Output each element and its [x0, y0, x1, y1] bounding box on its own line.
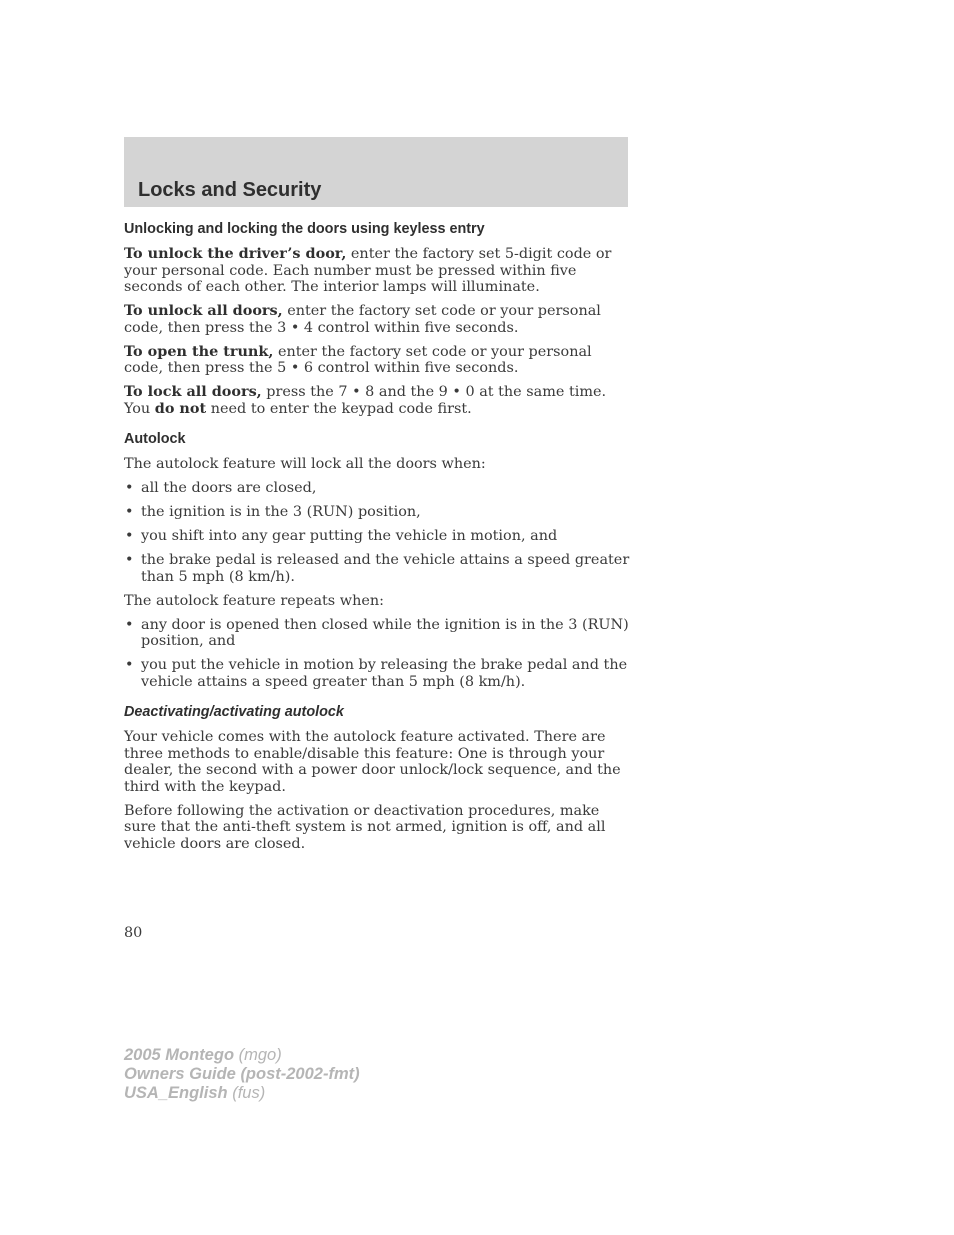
bullet-glyph: •: [125, 504, 134, 520]
footer-line-2: [124, 1065, 360, 1084]
list-item-text: the brake pedal is released and the vehicle attains a speed greater than 5 mph (8 km/h).: [141, 552, 630, 585]
list-item-text: any door is opened then closed while the ignition is in the 3 (RUN) position, and: [141, 616, 629, 649]
open-trunk-text: enter the factory set code or your personal code, then press the 5 • 6 control within five seconds.: [124, 343, 592, 376]
unlock-all-doors-label: To unlock all doors,: [124, 302, 283, 319]
list-item: [124, 480, 630, 497]
bullet-glyph: •: [125, 657, 134, 673]
deactivating-heading: Deactivating/activating autolock: [124, 704, 344, 720]
deactivating-paragraph-2: Before following the activation or deactivation procedures, make sure that the anti-theft system is not armed, ignition is off, and all vehicle doors are closed.: [124, 802, 606, 852]
bullet-glyph: •: [125, 616, 134, 633]
footer-model: 2005 Montego: [124, 1046, 235, 1064]
autolock-repeat-intro: The autolock feature repeats when:: [124, 592, 384, 609]
deactivating-paragraph-1: Your vehicle comes with the autolock feature activated. There are three methods to enable/disable this feature: One is through your dealer, the second with a power door unlock/lock sequence, and the third with the keypad.: [124, 729, 621, 795]
lock-all-doors-text: press the 7 • 8 and the 9 • 0 at the same time. You: [124, 384, 607, 417]
footer-guide: Owners Guide (post-2002-fmt): [124, 1065, 360, 1083]
page-number: 80: [124, 925, 143, 941]
list-item: [124, 552, 630, 585]
lock-all-doors-text-end: need to enter the keypad code first.: [206, 400, 472, 417]
footer-line-3: [124, 1084, 360, 1103]
document-footer: [124, 1046, 360, 1103]
autolock-repeat-list: [124, 617, 630, 691]
list-item: [124, 528, 630, 545]
unlock-driver-door-label: To unlock the driver’s door,: [124, 245, 347, 262]
unlock-driver-door-paragraph: [124, 246, 630, 296]
list-item-text: you shift into any gear putting the vehicle in motion, and: [141, 528, 558, 544]
list-item-text: the ignition is in the 3 (RUN) position,: [141, 504, 421, 520]
autolock-conditions-list: [124, 480, 630, 585]
list-item: [124, 657, 630, 690]
list-item: [124, 504, 630, 521]
open-trunk-label: To open the trunk,: [124, 342, 274, 360]
page-content: [124, 220, 630, 860]
open-trunk-paragraph: [124, 344, 630, 377]
bullet-glyph: •: [125, 528, 134, 544]
keyless-entry-heading: Unlocking and locking the doors using keyless entry: [124, 221, 485, 237]
bullet-glyph: •: [125, 552, 134, 568]
lock-all-doors-label: To lock all doors,: [124, 383, 262, 400]
autolock-heading: Autolock: [124, 431, 186, 447]
autolock-intro: The autolock feature will lock all the doors when:: [124, 456, 486, 472]
footer-language: USA_English: [124, 1084, 228, 1102]
unlock-driver-door-text: enter the factory set 5-digit code or your personal code. Each number must be pressed within five seconds of each other. The interior lamps will illuminate.: [124, 246, 612, 295]
section-header-band: [124, 137, 628, 207]
section-title: Locks and Security: [138, 179, 322, 201]
list-item-text: you put the vehicle in motion by releasing the brake pedal and the vehicle attains a speed greater than 5 mph (8 km/h).: [141, 657, 628, 690]
footer-line-1: [124, 1046, 360, 1065]
unlock-all-doors-paragraph: [124, 303, 630, 336]
list-item: [124, 617, 630, 650]
unlock-all-doors-text: enter the factory set code or your personal code, then press the 3 • 4 control within five seconds.: [124, 303, 601, 336]
footer-model-code: (mgo): [234, 1046, 282, 1064]
bullet-glyph: •: [125, 480, 134, 496]
list-item-text: all the doors are closed,: [141, 480, 317, 496]
footer-language-code: (fus): [227, 1084, 266, 1102]
lock-all-doors-paragraph: [124, 384, 630, 417]
do-not-emphasis: do not: [154, 399, 207, 417]
